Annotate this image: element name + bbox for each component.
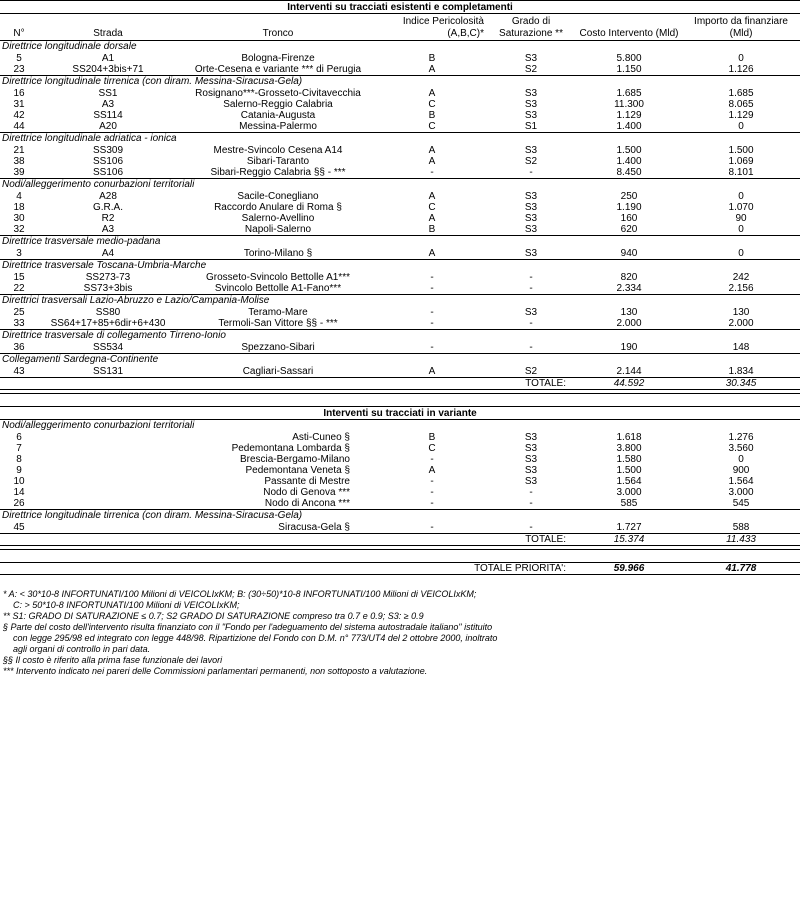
road: SS80	[95, 307, 121, 318]
road: SS106	[92, 156, 124, 167]
footnote-line: § Parte del costo dell'intervento risulta finanziato con il "Fondo per l'adeguamento del sistema autostradale italiano" istituito	[3, 622, 493, 632]
saturation-grade: -	[486, 522, 576, 534]
table-row	[0, 110, 800, 121]
amount-to-finance: 0	[738, 454, 744, 465]
amount-to-finance: 0	[682, 224, 800, 236]
section: Salerno-Reggio Calabria	[223, 99, 333, 110]
table-row	[0, 318, 800, 330]
amount-to-finance: 130	[732, 307, 750, 318]
section: Passante di Mestre	[264, 476, 350, 487]
spacer-row	[0, 394, 800, 407]
table-row	[0, 443, 800, 454]
intervention-cost: 620	[576, 224, 682, 236]
section: Termoli-San Vittore §§ - ***	[178, 318, 378, 330]
table-row	[0, 202, 800, 213]
section: Siracusa-Gela §	[178, 522, 378, 534]
section: Sibari-Reggio Calabria §§ - ***	[178, 167, 378, 179]
table-row	[0, 213, 800, 224]
table-row	[0, 248, 800, 260]
danger-index: A	[378, 366, 486, 378]
saturation-grade: S3	[524, 53, 538, 64]
road: A3	[38, 224, 178, 236]
row-number: 43	[0, 366, 38, 378]
saturation-grade: S2	[486, 64, 576, 76]
column-header-intervention-cost: Costo Intervento (Mld)	[576, 14, 682, 41]
danger-index: C	[428, 202, 436, 213]
section: Napoli-Salerno	[178, 224, 378, 236]
footnote-line: *** Intervento indicato nei pareri delle Commissioni parlamentari permanenti, non sottoposto a valutazione.	[3, 666, 428, 676]
row-number: 42	[13, 110, 25, 121]
grand-total-cost: 59.966	[576, 563, 682, 575]
section: Pedemontana Veneta §	[245, 465, 350, 476]
total-label: TOTALE:	[0, 534, 576, 546]
section: Salerno-Avellino	[241, 213, 315, 224]
intervention-cost: 2.000	[576, 318, 682, 330]
saturation-grade: S2	[486, 366, 576, 378]
saturation-grade: S3	[524, 145, 538, 156]
intervention-cost: 190	[576, 342, 682, 354]
road	[38, 498, 178, 510]
amount-to-finance: 1.500	[728, 145, 754, 156]
group-row	[0, 510, 800, 523]
saturation-grade: S3	[524, 99, 538, 110]
column-header-row-number: N°	[0, 14, 38, 41]
section: Svincolo Bettolle A1-Fano***	[178, 283, 378, 295]
intervention-cost: 130	[620, 307, 638, 318]
saturation-grade: -	[529, 272, 533, 283]
row-number: 3	[0, 248, 38, 260]
footnote-line: §§ Il costo è riferito alla prima fase funzionale dei lavori	[3, 655, 223, 665]
intervention-cost: 1.400	[576, 121, 682, 133]
danger-index: -	[430, 307, 434, 318]
group-title: Direttrice longitudinale tirrenica (con diram. Messina-Siracusa-Gela)	[0, 510, 800, 523]
section: Spezzano-Sibari	[178, 342, 378, 354]
section: Pedemontana Lombarda §	[231, 443, 350, 454]
table-row	[0, 465, 800, 476]
footnote-line: agli organi di controllo in pari data.	[13, 644, 151, 654]
section: Raccordo Anulare di Roma §	[214, 202, 342, 213]
group-row	[0, 420, 800, 433]
table-row	[0, 272, 800, 283]
danger-index: -	[430, 272, 434, 283]
road: A4	[38, 248, 178, 260]
danger-index: B	[428, 110, 436, 121]
row-number: 21	[13, 145, 25, 156]
danger-index: -	[378, 283, 486, 295]
road: SS309	[92, 145, 124, 156]
table-row	[0, 64, 800, 76]
row-number: 45	[0, 522, 38, 534]
intervention-cost: 585	[576, 498, 682, 510]
intervention-cost: 250	[620, 191, 638, 202]
total-finance: 30.345	[682, 378, 800, 390]
danger-index: C	[428, 443, 436, 454]
intervention-cost: 1.727	[576, 522, 682, 534]
row-number: 32	[0, 224, 38, 236]
group-row	[0, 133, 800, 146]
road: SS131	[38, 366, 178, 378]
saturation-grade: S3	[486, 248, 576, 260]
group-title: Nodi/alleggerimento conurbazioni territoriali	[0, 179, 800, 192]
amount-to-finance: 3.000	[728, 487, 754, 498]
intervention-cost: 1.500	[616, 465, 642, 476]
amount-to-finance: 1.070	[728, 202, 754, 213]
saturation-grade: S3	[524, 307, 538, 318]
road	[38, 443, 178, 454]
saturation-grade: S1	[486, 121, 576, 133]
road	[38, 487, 178, 498]
intervention-cost: 160	[620, 213, 638, 224]
intervention-cost: 1.190	[616, 202, 642, 213]
intervention-cost: 1.580	[616, 454, 642, 465]
group-title: Nodi/alleggerimento conurbazioni territoriali	[2, 420, 195, 431]
column-header-amount-to-finance: Importo da finanziare (Mld)	[682, 14, 800, 41]
intervention-cost: 3.000	[616, 487, 642, 498]
group-title: Direttrice longitudinale tirrenica (con diram. Messina-Siracusa-Gela)	[0, 76, 800, 89]
total-finance: 11.433	[682, 534, 800, 546]
row-number: 5	[16, 53, 22, 64]
row-number: 25	[13, 307, 25, 318]
saturation-grade: -	[486, 318, 576, 330]
group-row	[0, 295, 800, 308]
row-number: 26	[0, 498, 38, 510]
group-row	[0, 41, 800, 54]
group-row	[0, 260, 800, 273]
amount-to-finance: 1.069	[728, 156, 754, 167]
saturation-grade: S3	[524, 432, 538, 443]
section: Nodo di Genova ***	[263, 487, 350, 498]
total-label: TOTALE:	[0, 378, 576, 390]
column-header-section: Tronco	[178, 14, 378, 41]
intervention-cost: 8.450	[576, 167, 682, 179]
saturation-grade: S3	[524, 476, 538, 487]
group-title: Direttrice longitudinale dorsale	[2, 41, 137, 52]
table-row	[0, 167, 800, 179]
group-title: Direttrice trasversale medio-padana	[0, 236, 800, 249]
group-title: Direttrici trasversali Lazio-Abruzzo e Lazio/Campania-Molise	[0, 295, 800, 308]
saturation-grade: S3	[524, 213, 538, 224]
saturation-grade: -	[486, 283, 576, 295]
section-title-row	[0, 1, 800, 14]
danger-index: -	[430, 454, 434, 465]
group-row	[0, 330, 800, 343]
section: Teramo-Mare	[248, 307, 308, 318]
intervention-cost: 11.300	[614, 99, 644, 110]
group-title: Direttrice longitudinale adriatica - ionica	[0, 133, 800, 146]
road: A3	[101, 99, 115, 110]
footnotes	[0, 589, 800, 677]
table-row	[0, 522, 800, 534]
road: SS204+3bis+71	[38, 64, 178, 76]
section: Torino-Milano §	[178, 248, 378, 260]
road: SS273-73	[85, 272, 131, 283]
table-row	[0, 53, 800, 64]
group-row	[0, 179, 800, 192]
footnote-line: ** S1: GRADO DI SATURAZIONE ≤ 0.7; S2 GRADO DI SATURAZIONE compreso tra 0.7 e 0.9; S3: ≥ 0.9	[3, 611, 424, 621]
saturation-grade: -	[486, 342, 576, 354]
column-header-danger-index: Indice Pericolosità (A,B,C)*	[378, 14, 486, 41]
section: Sacile-Conegliano	[237, 191, 319, 202]
road: SS73+3bis	[38, 283, 178, 295]
table-row	[0, 99, 800, 110]
road: SS534	[38, 342, 178, 354]
intervention-cost: 2.144	[576, 366, 682, 378]
road: G.R.A.	[92, 202, 123, 213]
danger-index: C	[428, 99, 436, 110]
road	[38, 476, 178, 487]
section: Asti-Cuneo §	[292, 432, 350, 443]
section: Orte-Cesena e variante *** di Perugia	[178, 64, 378, 76]
danger-index: A	[428, 213, 436, 224]
group-row	[0, 76, 800, 89]
road: SS1	[98, 88, 118, 99]
total-cost: 44.592	[576, 378, 682, 390]
row-number: 8	[16, 454, 22, 465]
total-cost: 15.374	[576, 534, 682, 546]
table-row	[0, 283, 800, 295]
amount-to-finance: 242	[732, 272, 750, 283]
row-number: 38	[13, 156, 25, 167]
intervention-cost: 5.800	[616, 53, 642, 64]
saturation-grade: -	[486, 498, 576, 510]
danger-index: -	[430, 487, 434, 498]
intervention-cost: 1.618	[616, 432, 642, 443]
section: Sibari-Taranto	[246, 156, 310, 167]
spacer-row	[0, 550, 800, 563]
danger-index: -	[430, 476, 434, 487]
row-number: 15	[13, 272, 25, 283]
row-number: 36	[0, 342, 38, 354]
table-row	[0, 145, 800, 156]
table-row	[0, 454, 800, 465]
amount-to-finance: 8.101	[682, 167, 800, 179]
intervention-cost: 1.564	[616, 476, 642, 487]
danger-index: A	[428, 191, 436, 202]
amount-to-finance: 900	[732, 465, 750, 476]
intervention-cost: 1.685	[616, 88, 642, 99]
table-row	[0, 487, 800, 498]
column-header-row	[0, 14, 800, 41]
road: A1	[101, 53, 115, 64]
amount-to-finance: 1.129	[728, 110, 754, 121]
row-number: 7	[16, 443, 22, 454]
saturation-grade: S2	[524, 156, 538, 167]
table-row	[0, 307, 800, 318]
table-row	[0, 498, 800, 510]
amount-to-finance: 588	[682, 522, 800, 534]
danger-index: C	[378, 121, 486, 133]
table-row	[0, 88, 800, 99]
amount-to-finance: 545	[682, 498, 800, 510]
danger-index: -	[378, 318, 486, 330]
amount-to-finance: 1.276	[728, 432, 754, 443]
danger-index: -	[378, 498, 486, 510]
danger-index: B	[428, 53, 436, 64]
intervention-cost: 1.400	[616, 156, 642, 167]
danger-index: A	[378, 64, 486, 76]
road: SS114	[93, 110, 123, 121]
table-row	[0, 191, 800, 202]
road	[38, 432, 178, 443]
section: Catania-Augusta	[240, 110, 316, 121]
saturation-grade: -	[486, 167, 576, 179]
intervention-cost: 1.150	[576, 64, 682, 76]
section-title: Interventi su tracciati in variante	[0, 407, 800, 420]
amount-to-finance: 1.685	[728, 88, 754, 99]
saturation-grade: S3	[524, 454, 538, 465]
table-row	[0, 432, 800, 443]
row-number: 18	[13, 202, 25, 213]
intervention-cost: 1.129	[616, 110, 642, 121]
group-title: Direttrice trasversale Toscana-Umbria-Marche	[0, 260, 800, 273]
table-row	[0, 476, 800, 487]
group-row	[0, 354, 800, 367]
amount-to-finance: 0	[682, 248, 800, 260]
table-row	[0, 156, 800, 167]
table-body	[0, 1, 800, 575]
row-number: 6	[16, 432, 22, 443]
danger-index: -	[378, 167, 486, 179]
spacer	[0, 394, 800, 407]
section: Brescia-Bergamo-Milano	[239, 454, 350, 465]
saturation-grade: S3	[524, 443, 538, 454]
section: Nodo di Ancona ***	[178, 498, 378, 510]
road: SS106	[38, 167, 178, 179]
road: A20	[38, 121, 178, 133]
column-header-road: Strada	[38, 14, 178, 41]
danger-index: A	[378, 248, 486, 260]
section: Cagliari-Sassari	[178, 366, 378, 378]
danger-index: A	[428, 145, 436, 156]
section-title-row	[0, 407, 800, 420]
saturation-grade: S3	[486, 224, 576, 236]
row-number: 16	[13, 88, 25, 99]
amount-to-finance: 0	[682, 121, 800, 133]
amount-to-finance: 1.834	[682, 366, 800, 378]
section: Rosignano***-Grosseto-Civitavecchia	[195, 88, 361, 99]
amount-to-finance: 0	[738, 191, 744, 202]
row-number: 30	[13, 213, 25, 224]
row-number: 10	[13, 476, 25, 487]
footnote-line: C: > 50*10-8 INFORTUNATI/100 Milioni di VEICOLIxKM;	[13, 600, 240, 610]
section-title: Interventi su tracciati esistenti e completamenti	[0, 1, 800, 14]
table-row	[0, 366, 800, 378]
footnote-line: con legge 295/98 ed integrato con legge 448/98. Ripartizione del Fondo con D.M. n° 773/UT4 del 2 ottobre 2000, inoltrato	[13, 633, 498, 643]
grand-total-finance: 41.778	[682, 563, 800, 575]
saturation-grade: S3	[524, 88, 538, 99]
row-number: 23	[0, 64, 38, 76]
row-number: 44	[0, 121, 38, 133]
grand-total-label: TOTALE PRIORITA':	[0, 563, 576, 575]
table-row	[0, 121, 800, 133]
road	[38, 454, 178, 465]
danger-index: B	[378, 224, 486, 236]
spacer	[0, 550, 800, 563]
saturation-grade: -	[529, 487, 533, 498]
row-number: 31	[13, 99, 25, 110]
danger-index: A	[428, 465, 436, 476]
intervention-cost: 1.500	[616, 145, 642, 156]
row-number: 39	[0, 167, 38, 179]
amount-to-finance: 90	[735, 213, 747, 224]
group-title: Direttrice trasversale di collegamento Tirreno-Ionio	[0, 330, 800, 343]
footnote-line: * A: < 30*10-8 INFORTUNATI/100 Milioni di VEICOLIxKM; B: (30÷50)*10-8 INFORTUNATI/100 Milioni di VEICOLIxKM;	[3, 589, 477, 599]
amount-to-finance: 0	[738, 53, 744, 64]
intervention-cost: 820	[620, 272, 638, 283]
row-number: 14	[13, 487, 25, 498]
total-row	[0, 534, 800, 546]
table-row	[0, 342, 800, 354]
road: R2	[101, 213, 115, 224]
road	[38, 522, 178, 534]
row-number: 4	[16, 191, 22, 202]
intervention-cost: 2.334	[576, 283, 682, 295]
amount-to-finance: 1.564	[728, 476, 754, 487]
section: Grosseto-Svincolo Bettolle A1***	[206, 272, 350, 283]
section: Messina-Palermo	[178, 121, 378, 133]
column-header-saturation-grade: Grado di Saturazione **	[486, 14, 576, 41]
total-row	[0, 378, 800, 390]
group-row	[0, 236, 800, 249]
amount-to-finance: 148	[682, 342, 800, 354]
row-number: 33	[0, 318, 38, 330]
danger-index: B	[428, 432, 436, 443]
row-number: 22	[0, 283, 38, 295]
road	[38, 465, 178, 476]
saturation-grade: S3	[524, 110, 538, 121]
saturation-grade: S3	[524, 191, 538, 202]
amount-to-finance: 3.560	[728, 443, 754, 454]
danger-index: -	[378, 522, 486, 534]
danger-index: A	[428, 88, 436, 99]
amount-to-finance: 1.126	[682, 64, 800, 76]
saturation-grade: S3	[524, 202, 538, 213]
danger-index: -	[378, 342, 486, 354]
amount-to-finance: 2.000	[682, 318, 800, 330]
danger-index: A	[428, 156, 436, 167]
row-number: 9	[16, 465, 22, 476]
grand-total-row	[0, 563, 800, 575]
saturation-grade: S3	[524, 465, 538, 476]
group-title: Collegamenti Sardegna-Continente	[0, 354, 800, 367]
section: Bologna-Firenze	[241, 53, 315, 64]
section: Mestre-Svincolo Cesena A14	[213, 145, 343, 156]
intervention-cost: 3.800	[616, 443, 642, 454]
amount-to-finance: 2.156	[682, 283, 800, 295]
table-row	[0, 224, 800, 236]
amount-to-finance: 8.065	[728, 99, 754, 110]
intervention-cost: 940	[576, 248, 682, 260]
road: SS64+17+85+6dir+6+430	[38, 318, 178, 330]
road: A28	[99, 191, 117, 202]
